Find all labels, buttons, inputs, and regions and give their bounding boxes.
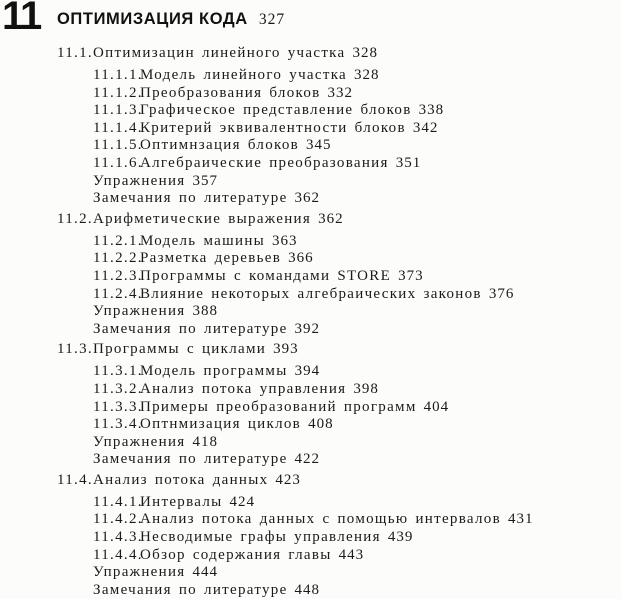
entry-page-number: 422 — [294, 451, 321, 468]
entry-number: 11.2.1. — [93, 232, 143, 249]
entry-number: 11.1.4. — [93, 119, 143, 136]
entry-title: Несводимые графы управления — [140, 529, 381, 546]
entry-page-number: 351 — [395, 154, 422, 171]
toc-entry — [0, 190, 621, 208]
entry-number: 11.1.6. — [93, 154, 143, 171]
section-number: 11.2. — [57, 210, 93, 227]
toc-entry — [0, 250, 621, 268]
toc-entry — [0, 399, 621, 417]
entry-title: Замечания по литературе — [93, 320, 288, 337]
section-page-number: 328 — [352, 45, 378, 61]
entry-page-number: 444 — [192, 564, 218, 581]
toc-entry — [0, 451, 621, 469]
toc-entry — [0, 511, 621, 529]
entry-number: 11.1.2. — [93, 84, 143, 101]
entry-page-number: 443 — [338, 546, 365, 563]
entry-title: Разметка деревьев — [140, 250, 282, 267]
entry-page-number: 328 — [354, 67, 380, 83]
entry-page-number: 398 — [353, 380, 379, 397]
table-of-contents — [0, 44, 621, 599]
section-row — [0, 210, 621, 228]
entry-page-number: 357 — [192, 172, 218, 189]
entry-number: 11.4.3. — [93, 529, 143, 546]
entry-number: 11.1.5. — [93, 137, 143, 154]
chapter-title-row — [57, 10, 285, 29]
section-row — [0, 44, 621, 62]
entry-page-number: 362 — [294, 190, 321, 207]
toc-entry — [0, 547, 621, 565]
entry-page-number: 394 — [294, 363, 321, 380]
entry-title: Модель машины — [140, 232, 266, 249]
toc-entry — [0, 529, 621, 547]
entry-title: Примеры преобразований программ — [140, 398, 417, 415]
toc-entry — [0, 434, 621, 452]
entry-number: 11.4.1. — [93, 493, 143, 510]
entry-title: Упражнения — [93, 433, 186, 450]
section-title: Оптимизацин линейного участка — [93, 45, 346, 61]
toc-entry — [0, 85, 621, 103]
entry-page-number: 338 — [418, 102, 445, 119]
entry-title: Интервалы — [140, 493, 223, 510]
entry-page-number: 392 — [294, 320, 321, 337]
toc-section — [0, 340, 621, 469]
entry-page-number: 366 — [288, 250, 314, 267]
entry-page-number: 404 — [423, 398, 450, 415]
entry-page-number: 439 — [387, 529, 414, 546]
entry-number: 11.3.3. — [93, 398, 143, 415]
section-items — [0, 67, 621, 208]
entry-title: Замечания по литературе — [93, 190, 288, 207]
entry-title: Замечания по литературе — [93, 451, 288, 468]
section-row — [0, 340, 621, 358]
entry-page-number: 431 — [507, 511, 534, 528]
entry-title: Модель программы — [140, 363, 288, 380]
section-title: Арифметические выражения — [93, 210, 312, 227]
toc-entry — [0, 381, 621, 399]
section-number: 11.3. — [57, 341, 93, 358]
entry-page-number: 332 — [327, 84, 354, 101]
entry-title: Анализ потока данных с помощью интервалов — [140, 511, 501, 528]
section-number: 11.1. — [57, 45, 93, 61]
entry-title: Замечания по литературе — [93, 581, 288, 598]
entry-title: Влияние некоторых алгебраических законов — [140, 285, 482, 302]
entry-title: Модель линейного участка — [140, 67, 348, 83]
entry-number: 11.1.1. — [93, 67, 143, 83]
toc-section — [0, 210, 621, 339]
entry-page-number: 388 — [192, 303, 218, 320]
toc-section — [0, 471, 621, 599]
toc-entry — [0, 155, 621, 173]
toc-entry — [0, 120, 621, 138]
entry-title: Упражнения — [93, 172, 186, 189]
entry-page-number: 342 — [412, 119, 439, 136]
entry-title: Оптнмизация циклов — [140, 416, 302, 433]
chapter-title: ОПТИМИЗАЦИЯ КОДА — [57, 10, 248, 28]
entry-title: Оптимнзация блоков — [140, 137, 300, 154]
section-items — [0, 494, 621, 599]
entry-page-number: 376 — [488, 285, 515, 302]
toc-entry — [0, 67, 621, 85]
chapter-header — [0, 0, 621, 36]
section-row — [0, 471, 621, 489]
section-page-number: 423 — [275, 471, 301, 488]
toc-entry — [0, 286, 621, 304]
entry-title: Программы с командами STORE — [140, 267, 392, 284]
entry-number: 11.2.4. — [93, 285, 143, 302]
toc-entry — [0, 321, 621, 339]
toc-section — [0, 44, 621, 208]
toc-entry — [0, 416, 621, 434]
entry-title: Упражнения — [93, 564, 186, 581]
entry-title: Графическое представление блоков — [140, 102, 412, 119]
entry-number: 11.3.2. — [93, 380, 143, 397]
toc-entry — [0, 137, 621, 155]
toc-entry — [0, 233, 621, 251]
entry-number: 11.4.2. — [93, 511, 143, 528]
entry-title: Обзор содержания главы — [140, 546, 332, 563]
entry-page-number: 373 — [398, 267, 424, 284]
entry-title: Критерий эквивалентности блоков — [140, 119, 406, 136]
entry-page-number: 363 — [272, 232, 298, 249]
entry-title: Преобразования блоков — [140, 84, 321, 101]
entry-page-number: 345 — [306, 137, 332, 154]
section-title: Программы с циклами — [93, 341, 267, 358]
toc-entry — [0, 564, 621, 582]
toc-entry — [0, 363, 621, 381]
section-title: Анализ потока данных — [93, 471, 269, 488]
entry-page-number: 418 — [192, 433, 218, 450]
entry-number: 11.2.2. — [93, 250, 143, 267]
entry-number: 11.1.3. — [93, 102, 143, 119]
toc-entry — [0, 102, 621, 120]
toc-entry — [0, 173, 621, 191]
entry-page-number: 424 — [229, 493, 256, 510]
section-page-number: 362 — [318, 210, 344, 227]
chapter-page-number: 327 — [258, 11, 286, 28]
toc-entry — [0, 268, 621, 286]
entry-number: 11.3.1. — [93, 363, 143, 380]
entry-number: 11.3.4. — [93, 416, 143, 433]
entry-title: Анализ потока управления — [140, 380, 347, 397]
section-items — [0, 233, 621, 339]
toc-entry — [0, 303, 621, 321]
entry-title: Упражнения — [93, 303, 186, 320]
chapter-number: 11 — [2, 0, 41, 38]
section-number: 11.4. — [57, 471, 93, 488]
section-page-number: 393 — [273, 341, 299, 358]
entry-page-number: 448 — [294, 581, 321, 598]
toc-entry — [0, 494, 621, 512]
section-items — [0, 363, 621, 469]
entry-number: 11.4.4. — [93, 546, 143, 563]
entry-page-number: 408 — [308, 416, 334, 433]
entry-number: 11.2.3. — [93, 267, 143, 284]
toc-entry — [0, 582, 621, 599]
entry-title: Алгебраические преобразования — [140, 154, 389, 171]
